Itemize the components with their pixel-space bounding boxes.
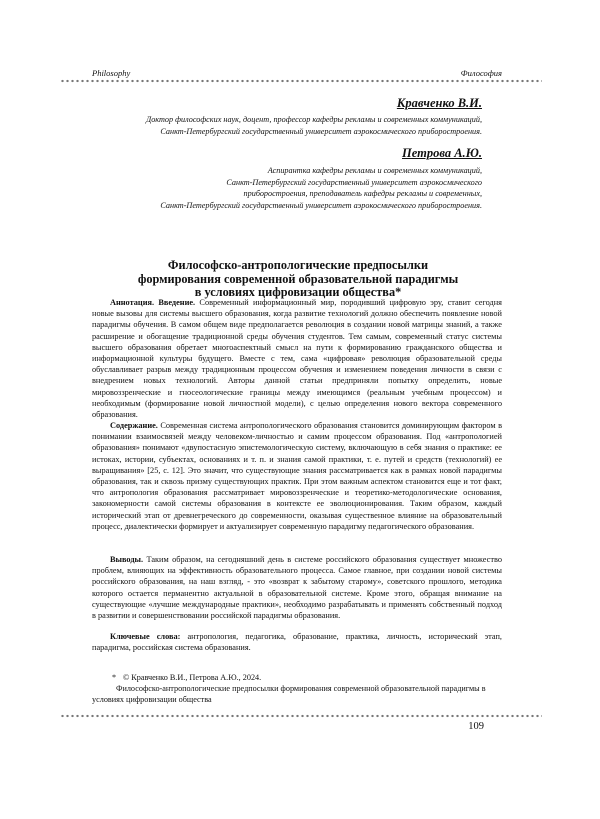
- author-2-name: Петрова А.Ю.: [402, 146, 482, 161]
- footnote-text: Философско-антропологические предпосылки формирования современной образовательной парадигмы в условиях цифровизации общества: [92, 683, 502, 705]
- keywords-text: антропология, педагогика, образование, практика, личность, исторический этап, парадигма, российская система образования.: [92, 632, 502, 652]
- header-section-ru: Философия: [461, 68, 502, 78]
- article-conclusions: [92, 554, 502, 621]
- affiliation-line: приборостроения, преподаватель кафедры рекламы и современных,: [102, 188, 482, 200]
- content-label: Содержание.: [110, 421, 158, 430]
- conclusions-label: Выводы.: [110, 555, 143, 564]
- author-2-affiliation: [102, 165, 482, 211]
- abstract-label: Аннотация. Введение.: [110, 298, 195, 307]
- title-line: в условиях цифровизации общества*: [112, 286, 484, 300]
- bottom-divider: [60, 713, 542, 719]
- content-paragraph: [92, 420, 502, 532]
- affiliation-line: Санкт-Петербургский государственный университет аэрокосмического: [102, 177, 482, 189]
- article-title: [112, 259, 484, 300]
- content-text: Современная система антропологического образования становится доминирующим фактором в понимании взаимосвязей между человеком-личностью и самим процессом образования. Под «антропологией образования» понимают «двупостасную эпистемологическую систему, включающую в себя знания о практике: ее истоках, истории, субъектах, основаниях и т. п. и знания самой практики, т. е. путей и средств (технологий) ее выращивания» [25, с. 12]. Это значит, что существующие знания рассматривается как в рамках новой парадигмы образования, так и сквозь призму существующих практик. При этом важным аспектом становится еще и тот факт, что антропология образования рассматривает мировоззренческие и теоретико-методологические основания, закономерности самой системы образования в контексте ее эволюционирования. Таким образом, каждый исторический этап от древнегреческого до современности, оказывая существенное влияние на образовательный процесс, диалектически формирует и актуализирует современную парадигму педагогического образования.: [92, 421, 502, 531]
- footnote: [92, 672, 502, 706]
- title-line: формирования современной образовательной парадигмы: [112, 273, 484, 287]
- article-content: [92, 420, 502, 532]
- keywords-paragraph: [92, 631, 502, 653]
- affiliation-line: Аспирантка кафедры рекламы и современных коммуникаций,: [102, 165, 482, 177]
- affiliation-line: Санкт-Петербургский государственный университет аэрокосмического приборостроения.: [102, 126, 482, 138]
- header-section-en: Philosophy: [92, 68, 130, 78]
- journal-page: [0, 0, 600, 819]
- conclusions-text: Таким образом, на сегодняшний день в системе российского образования существует множество проблем, влияющих на эффективность образовательного процесса. Самое главное, при создании новой системы российского образования, на наш взгляд, - это «возврат к забытому старому», советского прошлого, методика которого остается перманентно актуальной в образовательной системе. Кроме этого, обращая внимание на существующие «лучшие международные практики», необходимо разрабатывать и применять собственный подход в развитии и совершенствовании российской парадигмы образования.: [92, 555, 502, 620]
- article-abstract: [92, 297, 502, 420]
- article-keywords: [92, 631, 502, 653]
- footnote-copyright: © Кравченко В.И., Петрова А.Ю., 2024.: [92, 672, 502, 683]
- affiliation-line: Санкт-Петербургский государственный университет аэрокосмического приборостроения.: [102, 200, 482, 212]
- affiliation-line: Доктор философских наук, доцент, профессор кафедры рекламы и современных коммуникаций,: [102, 114, 482, 126]
- author-1-affiliation: [102, 114, 482, 137]
- abstract-paragraph: [92, 297, 502, 420]
- keywords-label: Ключевые слова:: [110, 632, 180, 641]
- page-number: 109: [468, 721, 484, 732]
- abstract-text: Современный информационный мир, породивший цифровую эру, ставит сегодня новые вызовы для системы высшего образования, когда развитие технологий должно обеспечить появление новой парадигмы обучения. В самом общем виде предполагается революция в создании новой матрицы знаний, а также расширение и обогащение традиционной среды обучения студентов. Тем самым, современный статус системы высшего образования обретает многоаспектный смысл на пути к формированию гражданского общества и информационной культуры будущего. Вместе с тем, сама «цифровая» революция образовательной среды обуславливает разрыв между традиционным процессом обучения и изменением поведения личности в связи с внедрением новых технологий. Авторы данной статьи предприняли попытку определить, новые мировоззренческие и гносеологические границы между имеющимся (реальным учебным процессом) и необходимым (формирование новой личностной модели), с целью определения нового вектора современного образования.: [92, 298, 502, 419]
- footnote-mark: *: [112, 672, 116, 683]
- title-line: Философско-антропологические предпосылки: [112, 259, 484, 273]
- author-1-name: Кравченко В.И.: [397, 96, 482, 111]
- conclusions-paragraph: [92, 554, 502, 621]
- top-divider: [60, 78, 542, 84]
